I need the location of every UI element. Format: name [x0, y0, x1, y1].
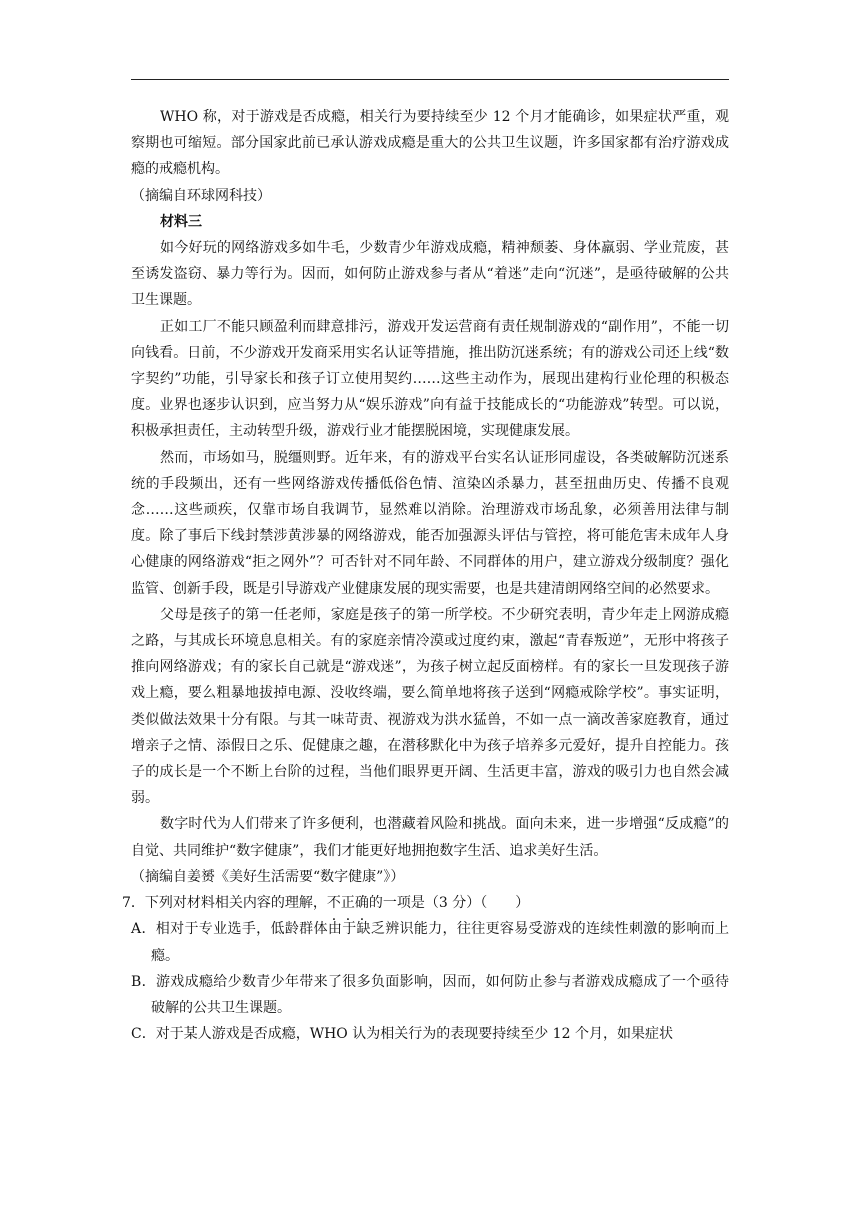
emphasis-char-que: 确	[354, 895, 369, 912]
paragraph-3-3: 然而，市场如马，脱缰则野。近年来，有的游戏平台实名认证形同虚设，各类破解防沉迷系统的手段频出，还有一些网络游戏传播低俗色情、渲染凶杀暴力，甚至扭曲历史、传播不良观念……这些顽疾，仅靠市场自我调节，显然难以消除。治理游戏市场乱象，必须善用法律与制度。除了事后下线封禁涉黄涉暴的网络游戏，能否加强源头评估与管控，将可能危害未成年人身心健康的网络游戏“拒之网外”？可否针对不同年龄、不同群体的用户，建立游戏分级制度？强化监管、创新手段，既是引导游戏产业健康发展的现实需要，也是共建清朗网络空间的必然要求。	[131, 449, 729, 597]
option-b: B．游戏成瘾给少数青少年带来了很多负面影响，因而，如何防止参与者游戏成瘾成了一个亟待破解的公共卫生课题。	[131, 973, 729, 1016]
source-citation-3: （摘编自姜赟《美好生活需要“数字健康”》）	[131, 868, 405, 885]
option-a: A．相对于专业选手，低龄群体由于缺乏辨识能力，往往更容易受游戏的连续性刺激的影响而上瘾。	[131, 921, 729, 964]
paragraph-3-2: 正如工厂不能只顾盈利而肆意排污，游戏开发运营商有责任规制游戏的“副作用”，不能一切向钱看。日前，不少游戏开发商采用实名认证等措施，推出防沉迷系统；有的游戏公司还上线“数字契约”功能，引导家长和孩子订立使用契约……这些主动作为，展现出建构行业伦理的积极态度。业界也逐步认识到，应当努力从“娱乐游戏”向有益于技能成长的“功能游戏”转型。可以说，积极承担责任，主动转型升级，游戏行业才能摆脱困境，实现健康发展。	[131, 318, 729, 440]
emphasis-char-bu: 不	[326, 895, 341, 912]
paragraph-3-4: 父母是孩子的第一任老师，家庭是孩子的第一所学校。不少研究表明，青少年走上网游成瘾之路，与其成长环境息息相关。有的家庭亲情冷漠或过度约束，激起“青春叛逆”，无形中将孩子推向网络游戏；有的家长自己就是“游戏迷”，为孩子树立起反面榜样。有的家长一旦发现孩子游戏上瘾，要么粗暴地拔掉电源、没收终端，要么简单地将孩子送到“网瘾戒除学校”。事实证明，类似做法效果十分有限。与其一味苛责、视游戏为洪水猛兽，不如一点一滴改善家庭教育，通过增亲子之情、添假日之乐、促健康之趣，在潜移默化中为孩子培养多元爱好，提升自控能力。孩子的成长是一个不断上台阶的过程，当他们眼界更开阔、生活更丰富，游戏的吸引力也自然会减弱。	[131, 606, 729, 807]
question-7-suffix: 的一项是（3 分）（ ）	[368, 895, 530, 912]
paragraph-3-1: 如今好玩的网络游戏多如牛毛，少数青少年游戏成瘾，精神颓萎、身体羸弱、学业荒废，甚至诱发盗窃、暴力等行为。因而，如何防止游戏参与者从“着迷”走向“沉迷”，是亟待破解的公共卫生课题。	[131, 240, 729, 309]
document-body	[122, 104, 729, 1047]
header-rule	[131, 79, 729, 80]
emphasis-char-zheng: 正	[340, 895, 355, 912]
source-citation-1: （摘编自环球网科技）	[131, 187, 271, 204]
question-7	[122, 890, 729, 916]
option-c: C．对于某人游戏是否成瘾，WHO 认为相关行为的表现要持续至少 12 个月，如果症状	[131, 1026, 673, 1043]
section-heading-material-3: 材料三	[160, 213, 202, 230]
question-7-prefix: 7．下列对材料相关内容的理解，	[122, 895, 327, 912]
paragraph-3-5: 数字时代为人们带来了许多便利，也潜藏着风险和挑战。面向未来，进一步增强“反成瘾”的自觉、共同维护“数字健康”，我们才能更好地拥抱数字生活、追求美好生活。	[131, 816, 729, 859]
paragraph-who: WHO 称，对于游戏是否成瘾，相关行为要持续至少 12 个月才能确诊，如果症状严重，观察期也可缩短。部分国家此前已承认游戏成瘾是重大的公共卫生议题，许多国家都有治疗游戏成瘾的戒瘾机构。	[131, 109, 729, 178]
